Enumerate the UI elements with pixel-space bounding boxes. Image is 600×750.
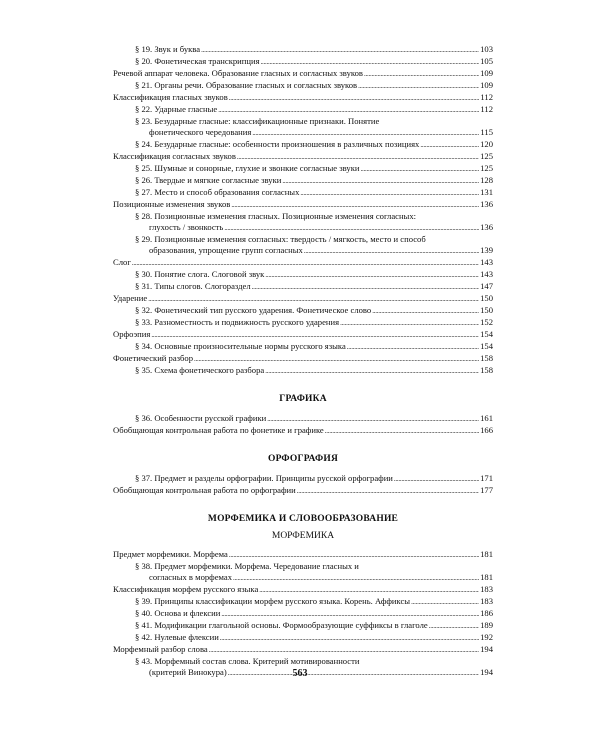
leader-dots	[194, 353, 479, 365]
toc-page-number: 125	[480, 151, 493, 161]
toc-page-number: 143	[480, 257, 493, 267]
toc-page-number: 166	[480, 425, 493, 435]
toc-entry[interactable]	[113, 293, 493, 305]
toc-page-number: 131	[480, 187, 493, 197]
toc-page-number: 115	[480, 127, 493, 137]
leader-dots	[361, 163, 480, 175]
toc-subentry[interactable]	[113, 175, 493, 187]
leader-dots	[372, 305, 479, 317]
toc-entry-title: фонетического чередования	[149, 127, 252, 137]
toc-entry-title: Предмет морфемики. Морфема	[113, 549, 228, 559]
toc-entry-title: Морфемный разбор слова	[113, 644, 208, 654]
leader-dots	[267, 413, 479, 425]
toc-subentry[interactable]	[113, 341, 493, 353]
toc-subentry[interactable]	[113, 56, 493, 68]
toc-page-number: 136	[480, 199, 493, 209]
toc-page-number: 103	[480, 44, 493, 54]
toc-subentry[interactable]	[113, 80, 493, 92]
leader-dots	[209, 644, 479, 656]
leader-dots	[300, 187, 479, 199]
leader-dots	[265, 365, 479, 377]
leader-dots	[259, 584, 479, 596]
toc-entry-title: Слог	[113, 257, 131, 267]
toc-subentry[interactable]	[113, 608, 493, 620]
toc-entry-title: § 41. Модификации глагольной основы. Формообразующие суффиксы в глаголе	[135, 620, 428, 630]
toc-subentry[interactable]	[113, 596, 493, 608]
toc-entry[interactable]	[113, 549, 493, 561]
toc-page-number: 186	[480, 608, 493, 618]
section-heading: ОРФОГРАФИЯ	[268, 454, 338, 464]
toc-entry-title: § 22. Ударные гласные	[135, 104, 218, 114]
toc-subentry[interactable]	[113, 104, 493, 116]
toc-entry-title: Ударение	[113, 293, 148, 303]
leader-dots	[229, 549, 479, 561]
toc-entry-title: § 39. Принципы классификации морфем русского языка. Корень. Аффиксы	[135, 596, 411, 606]
toc-page-number: 112	[480, 92, 493, 102]
toc-entry-title: § 36. Особенности русской графики	[135, 413, 267, 423]
leader-dots	[364, 68, 479, 80]
toc-entry[interactable]	[113, 92, 493, 104]
section-heading: ГРАФИКА	[279, 394, 327, 404]
toc-entry-title: образования, упрощение групп согласных	[149, 245, 303, 255]
toc-entry-title: Фонетический разбор	[113, 353, 194, 363]
toc-entry-title: Орфоэпия	[113, 329, 151, 339]
leader-dots	[304, 245, 479, 257]
leader-dots	[252, 127, 479, 139]
toc-subentry[interactable]	[113, 305, 493, 317]
toc-page-number: 136	[480, 222, 493, 232]
toc-entry-title: (критерий Винокура)	[149, 667, 227, 677]
leader-dots	[282, 175, 479, 187]
toc-subentry[interactable]	[113, 473, 493, 485]
toc-entry-title: § 26. Твердые и мягкие согласные звуки	[135, 175, 282, 185]
toc-entry[interactable]	[113, 644, 493, 656]
leader-dots	[229, 92, 480, 104]
toc-page-number: 105	[480, 56, 493, 66]
toc-page-number: 194	[480, 644, 493, 654]
leader-dots	[237, 151, 479, 163]
leader-dots	[347, 341, 479, 353]
toc-entry-title: Речевой аппарат человека. Образование гласных и согласных звуков	[113, 68, 363, 78]
toc-page-number: 109	[480, 80, 493, 90]
toc-entry-title-line: § 38. Предмет морфемики. Морфема. Чередование гласных и	[135, 561, 359, 571]
toc-entry-title: согласных в морфемах	[149, 572, 233, 582]
leader-dots	[411, 596, 479, 608]
leader-dots	[429, 620, 479, 632]
toc-page-number: 150	[480, 293, 493, 303]
toc-subentry[interactable]	[113, 269, 493, 281]
toc-entry-title: Обобщающая контрольная работа по фонетике и графике	[113, 425, 324, 435]
toc-page-number: 158	[480, 353, 493, 363]
leader-dots	[148, 293, 479, 305]
toc-subentry[interactable]	[113, 317, 493, 329]
toc-page-number: 158	[480, 365, 493, 375]
leader-dots	[132, 257, 479, 269]
toc-subentry[interactable]	[113, 116, 493, 139]
leader-dots	[252, 281, 480, 293]
toc-page-number: 112	[480, 104, 493, 114]
toc-entry-title-line: § 28. Позиционные изменения гласных. Позиционные изменения согласных:	[135, 211, 417, 221]
toc-entry[interactable]	[113, 584, 493, 596]
toc-page-number: 183	[480, 596, 493, 606]
leader-dots	[358, 80, 479, 92]
table-of-contents	[113, 44, 493, 679]
leader-dots	[218, 104, 479, 116]
toc-entry-title: Классификация морфем русского языка	[113, 584, 259, 594]
toc-subentry[interactable]	[113, 632, 493, 644]
toc-entry[interactable]	[113, 425, 493, 437]
toc-page-number: 171	[480, 473, 493, 483]
toc-page-number: 150	[480, 305, 493, 315]
toc-subentry[interactable]	[113, 620, 493, 632]
toc-entry[interactable]	[113, 353, 493, 365]
toc-page-number: 183	[480, 584, 493, 594]
toc-entry-title: § 37. Предмет и разделы орфографии. Принципы русской орфографии	[135, 473, 393, 483]
toc-entry[interactable]	[113, 199, 493, 211]
toc-entry-title: § 42. Нулевые флексии	[135, 632, 219, 642]
toc-entry[interactable]	[113, 151, 493, 163]
toc-entry-title-line: § 29. Позиционные изменения согласных: твердость / мягкость, место и способ	[135, 234, 426, 244]
toc-page-number: 125	[480, 163, 493, 173]
leader-dots	[233, 572, 479, 584]
toc-subentry[interactable]	[113, 187, 493, 199]
leader-dots	[340, 317, 479, 329]
toc-subentry[interactable]	[113, 211, 493, 234]
toc-entry-title-line: § 23. Безударные гласные: классификационные признаки. Понятие	[135, 116, 380, 126]
toc-subentry[interactable]	[113, 234, 493, 257]
leader-dots	[394, 473, 479, 485]
toc-page-number: 154	[480, 341, 493, 351]
toc-page-number: 181	[480, 572, 493, 582]
toc-subentry[interactable]	[113, 44, 493, 56]
leader-dots	[265, 269, 479, 281]
toc-page-number: 177	[480, 485, 493, 495]
toc-page-number: 192	[480, 632, 493, 642]
toc-entry-title: § 40. Основа и флексии	[135, 608, 221, 618]
toc-page-number: 161	[480, 413, 493, 423]
toc-entry[interactable]	[113, 68, 493, 80]
leader-dots	[151, 329, 479, 341]
toc-subentry[interactable]	[113, 139, 493, 151]
section-heading: МОРФЕМИКА И СЛОВООБРАЗОВАНИЕ	[207, 514, 399, 524]
toc-entry-title: § 19. Звук и буква	[135, 44, 201, 54]
toc-page-number: 143	[480, 269, 493, 279]
leader-dots	[231, 199, 479, 211]
toc-entry[interactable]	[113, 485, 493, 497]
leader-dots	[420, 139, 479, 151]
toc-entry-title: § 21. Органы речи. Образование гласных и согласных звуков	[135, 80, 358, 90]
toc-entry-title-line: § 43. Морфемный состав слова. Критерий мотивированности	[135, 656, 360, 666]
toc-entry[interactable]	[113, 329, 493, 341]
toc-entry-title: § 30. Понятие слога. Слоговой звук	[135, 269, 265, 279]
leader-dots	[224, 222, 479, 234]
toc-page-number: 120	[480, 139, 493, 149]
toc-subentry[interactable]	[113, 413, 493, 425]
toc-entry-title: § 32. Фонетический тип русского ударения. Фонетическое слово	[135, 305, 372, 315]
toc-entry-title: § 35. Схема фонетического разбора	[135, 365, 265, 375]
toc-entry[interactable]	[113, 257, 493, 269]
toc-entry-title: § 24. Безударные гласные: особенности произношения в различных позициях	[135, 139, 420, 149]
leader-dots	[221, 608, 479, 620]
toc-page-number: 128	[480, 175, 493, 185]
leader-dots	[325, 425, 479, 437]
toc-page-number: 181	[480, 549, 493, 559]
section-subheading: МОРФЕМИКА	[271, 531, 335, 541]
toc-entry-title: Обобщающая контрольная работа по орфографии	[113, 485, 296, 495]
toc-entry-title: Классификация согласных звуков	[113, 151, 236, 161]
toc-page-number: 194	[480, 667, 493, 677]
toc-entry-title: § 25. Шумные и сонорные, глухие и звонкие согласные звуки	[135, 163, 360, 173]
toc-entry-title: Позиционные изменения звуков	[113, 199, 231, 209]
toc-page-number: 189	[480, 620, 493, 630]
leader-dots	[220, 632, 479, 644]
toc-subentry[interactable]	[113, 163, 493, 175]
toc-entry-title: § 27. Место и способ образования согласных	[135, 187, 300, 197]
toc-entry-title: § 31. Типы слогов. Слогораздел	[135, 281, 251, 291]
toc-page-number: 147	[480, 281, 493, 291]
leader-dots	[261, 56, 480, 68]
leader-dots	[297, 485, 479, 497]
toc-entry-title: глухость / звонкость	[149, 222, 224, 232]
toc-page-number: 154	[480, 329, 493, 339]
leader-dots	[201, 44, 479, 56]
toc-subentry[interactable]	[113, 365, 493, 377]
toc-entry-title: § 34. Основные произносительные нормы русского языка	[135, 341, 346, 351]
toc-page-number: 139	[480, 245, 493, 255]
toc-entry-title: Классификация гласных звуков	[113, 92, 228, 102]
toc-page-number: 109	[480, 68, 493, 78]
page-number: 563	[292, 668, 308, 679]
toc-subentry[interactable]	[113, 561, 493, 584]
toc-body	[113, 44, 493, 679]
toc-entry-title: § 33. Разноместность и подвижность русского ударения	[135, 317, 340, 327]
toc-subentry[interactable]	[113, 281, 493, 293]
toc-entry-title: § 20. Фонетическая транскрипция	[135, 56, 260, 66]
toc-page-number: 152	[480, 317, 493, 327]
